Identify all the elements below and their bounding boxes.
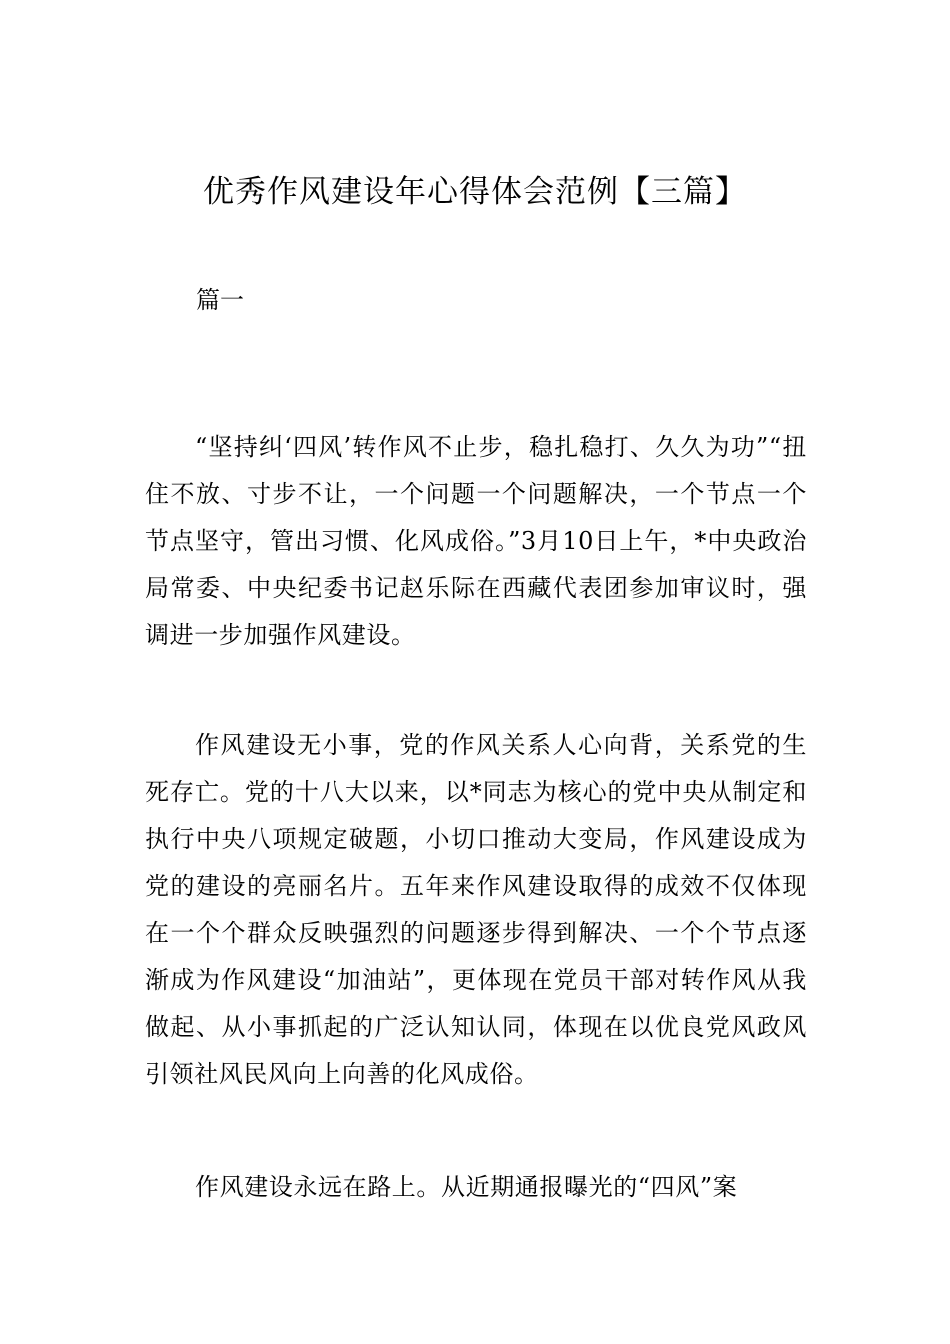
section-label: 篇一	[196, 286, 244, 314]
document-title: 优秀作风建设年心得体会范例【三篇】	[203, 174, 747, 210]
paragraph-3: 作风建设永远在路上。从近期通报曝光的“四风”案	[195, 1173, 738, 1201]
paragraph-2: 作风建设无小事，党的作风关系人心向背，关系党的生死存亡。党的十八大以来，以*同志为核心的党中央从制定和执行中央八项规定破题，小切口推动大变局，作风建设成为党的建设的亮丽名片。五年来作风建设取得的成效不仅体现在一个个群众反映强烈的问题逐步得到解决、一个个节点逐渐成为作风建设“加油站”，更体现在党员干部对转作风从我做起、从小事抓起的广泛认知认同，体现在以优良党风政风引领社风民风向上向善的化风成俗。	[145, 731, 807, 1088]
paragraph-1: “坚持纠‘四风’转作风不止步，稳扎稳打、久久为功”“扭住不放、寸步不让，一个问题一个问题解决，一个节点一个节点坚守，管出习惯、化风成俗。”3月10日上午，*中央政治局常委、中央纪委书记赵乐际在西藏代表团参加审议时，强调进一步加强作风建设。	[145, 433, 807, 649]
